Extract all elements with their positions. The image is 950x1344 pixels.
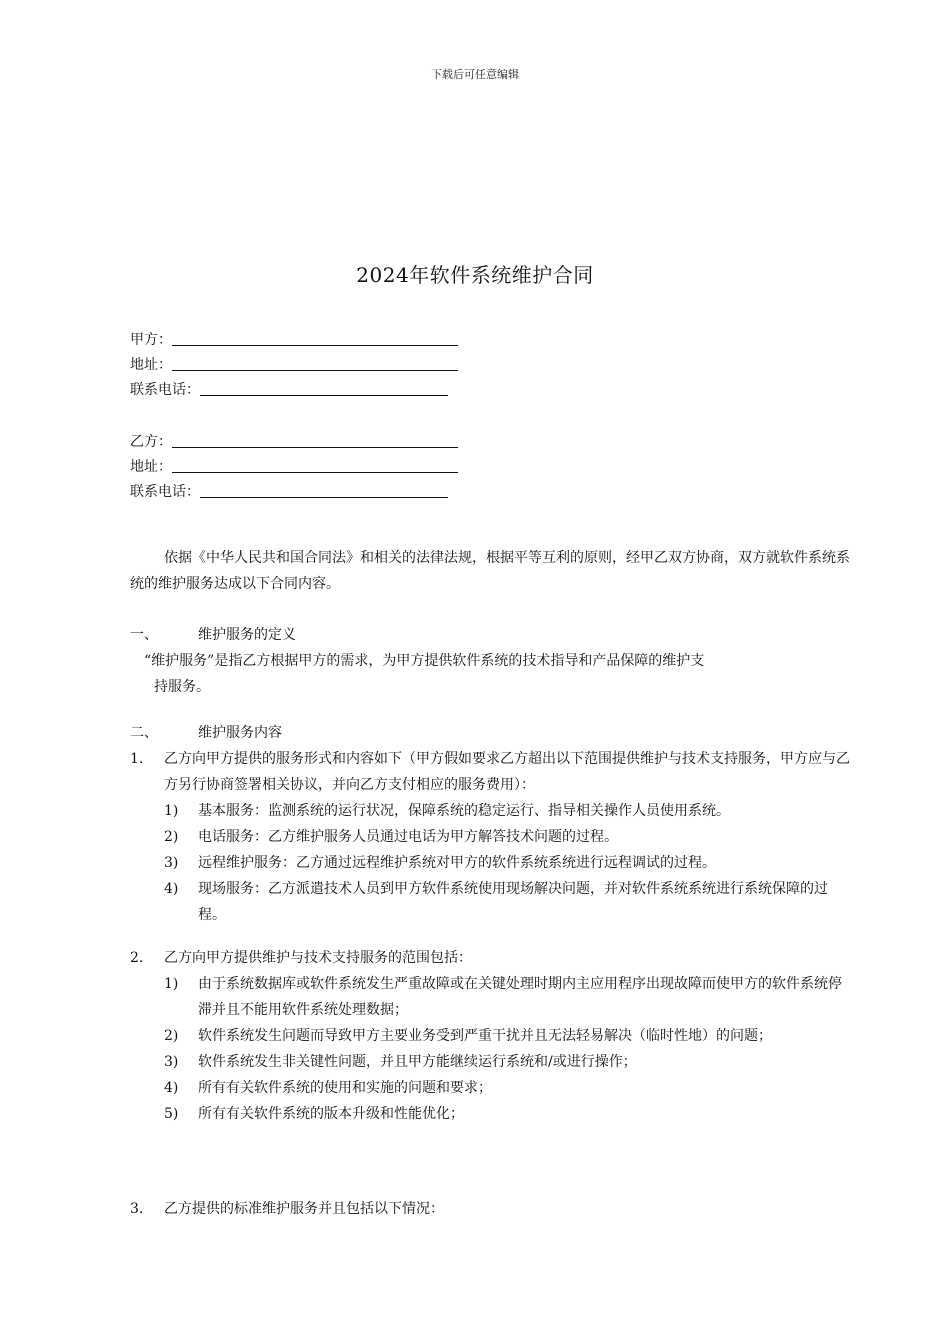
- section-2: [130, 720, 850, 928]
- list-item-number: 5): [164, 1106, 179, 1122]
- party-b-address-field: [130, 452, 470, 477]
- list-item-text: 所有有关软件系统的版本升级和性能优化；: [198, 1106, 464, 1122]
- party-b-name-field: [130, 427, 470, 452]
- section-2-item-1: [130, 746, 850, 798]
- list-item-number: 4): [164, 1080, 179, 1096]
- list-item-number: 1): [164, 803, 179, 819]
- list-item-number: 3): [164, 1054, 179, 1070]
- list-item-text: 软件系统发生问题而导致甲方主要业务受到严重干扰并且无法轻易解决（临时性地）的问题；: [198, 1028, 772, 1044]
- party-b-phone-blank[interactable]: [200, 480, 448, 498]
- list-item-text: 软件系统发生非关键性问题，并且甲方能继续运行系统和/或进行操作；: [198, 1054, 637, 1070]
- list-item: [130, 1101, 850, 1127]
- party-a-phone-field: [130, 375, 470, 400]
- party-a-block: [130, 325, 470, 400]
- list-item: [130, 1075, 850, 1101]
- section-2-item-2-block: [130, 945, 850, 1127]
- section-1-body-line2: 持服务。: [154, 679, 210, 695]
- item-number: 1.: [130, 751, 144, 767]
- header-note: 下载后可任意编辑: [431, 68, 519, 81]
- party-a-phone-label: 联系电话：: [130, 382, 200, 398]
- party-b-phone-field: [130, 477, 470, 502]
- party-a-name-blank[interactable]: [172, 328, 458, 346]
- section-2-item-3: [130, 1196, 850, 1222]
- list-item: [130, 798, 850, 824]
- list-item-number: 2): [164, 829, 179, 845]
- list-item: [130, 1049, 850, 1075]
- section-2-item-3-block: [130, 1196, 850, 1222]
- item-text: 乙方向甲方提供的服务形式和内容如下（甲方假如要求乙方超出以下范围提供维护与技术支持服务，甲方应与乙方另行协商签署相关协议，并向乙方支付相应的服务费用）：: [164, 751, 850, 793]
- list-item-number: 2): [164, 1028, 179, 1044]
- intro-paragraph: [130, 545, 850, 597]
- list-item: [130, 824, 850, 850]
- list-item-text: 电话服务：乙方维护服务人员通过电话为甲方解答技术问题的过程。: [198, 829, 618, 845]
- list-item-text: 现场服务：乙方派遣技术人员到甲方软件系统使用现场解决问题，并对软件系统系统进行系统保障的过程。: [198, 881, 828, 923]
- list-item: [130, 876, 850, 928]
- item-number: 2.: [130, 950, 144, 966]
- party-b-block: [130, 427, 470, 502]
- list-item-text: 所有有关软件系统的使用和实施的问题和要求；: [198, 1080, 492, 1096]
- intro-text: 依据《中华人民共和国合同法》和相关的法律法规，根据平等互利的原则，经甲乙双方协商，双方就软件系统系统的维护服务达成以下合同内容。: [130, 550, 850, 592]
- section-1-heading: [130, 622, 850, 648]
- list-item: [130, 971, 850, 1023]
- list-item-text: 由于系统数据库或软件系统发生严重故障或在关键处理时期内主应用程序出现故障而使甲方的软件系统停滞并且不能用软件系统处理数据；: [198, 976, 842, 1018]
- section-2-title: 维护服务内容: [198, 725, 282, 741]
- party-b-address-label: 地址：: [130, 459, 172, 475]
- list-item: [130, 1023, 850, 1049]
- section-1-number: 一、: [130, 627, 158, 643]
- party-b-name-blank[interactable]: [172, 430, 458, 448]
- party-b-phone-label: 联系电话：: [130, 484, 200, 500]
- list-item: [130, 850, 850, 876]
- party-b-address-blank[interactable]: [172, 455, 458, 473]
- party-a-address-blank[interactable]: [172, 353, 458, 371]
- section-1-body-line1: “维护服务”是指乙方根据甲方的需求，为甲方提供软件系统的技术指导和产品保障的维护支: [144, 653, 705, 669]
- item-text: 乙方提供的标准维护服务并且包括以下情况：: [164, 1201, 444, 1217]
- party-a-address-label: 地址：: [130, 357, 172, 373]
- party-b-name-label: 乙方：: [130, 434, 172, 450]
- list-item-text: 基本服务：监测系统的运行状况，保障系统的稳定运行、指导相关操作人员使用系统。: [198, 803, 730, 819]
- list-item-number: 3): [164, 855, 179, 871]
- page-title: 2024年软件系统维护合同: [356, 263, 594, 287]
- section-2-number: 二、: [130, 725, 158, 741]
- section-2-heading: [130, 720, 850, 746]
- list-item-text: 远程维护服务：乙方通过远程维护系统对甲方的软件系统系统进行远程调试的过程。: [198, 855, 716, 871]
- section-2-item-2: [130, 945, 850, 971]
- section-1: [130, 622, 850, 700]
- party-a-phone-blank[interactable]: [200, 378, 448, 396]
- party-a-address-field: [130, 350, 470, 375]
- section-1-title: 维护服务的定义: [198, 627, 296, 643]
- item-number: 3.: [130, 1201, 144, 1217]
- list-item-number: 4): [164, 881, 179, 897]
- list-item-number: 1): [164, 976, 179, 992]
- party-a-name-label: 甲方：: [130, 332, 172, 348]
- item-text: 乙方向甲方提供维护与技术支持服务的范围包括：: [164, 950, 472, 966]
- party-a-name-field: [130, 325, 470, 350]
